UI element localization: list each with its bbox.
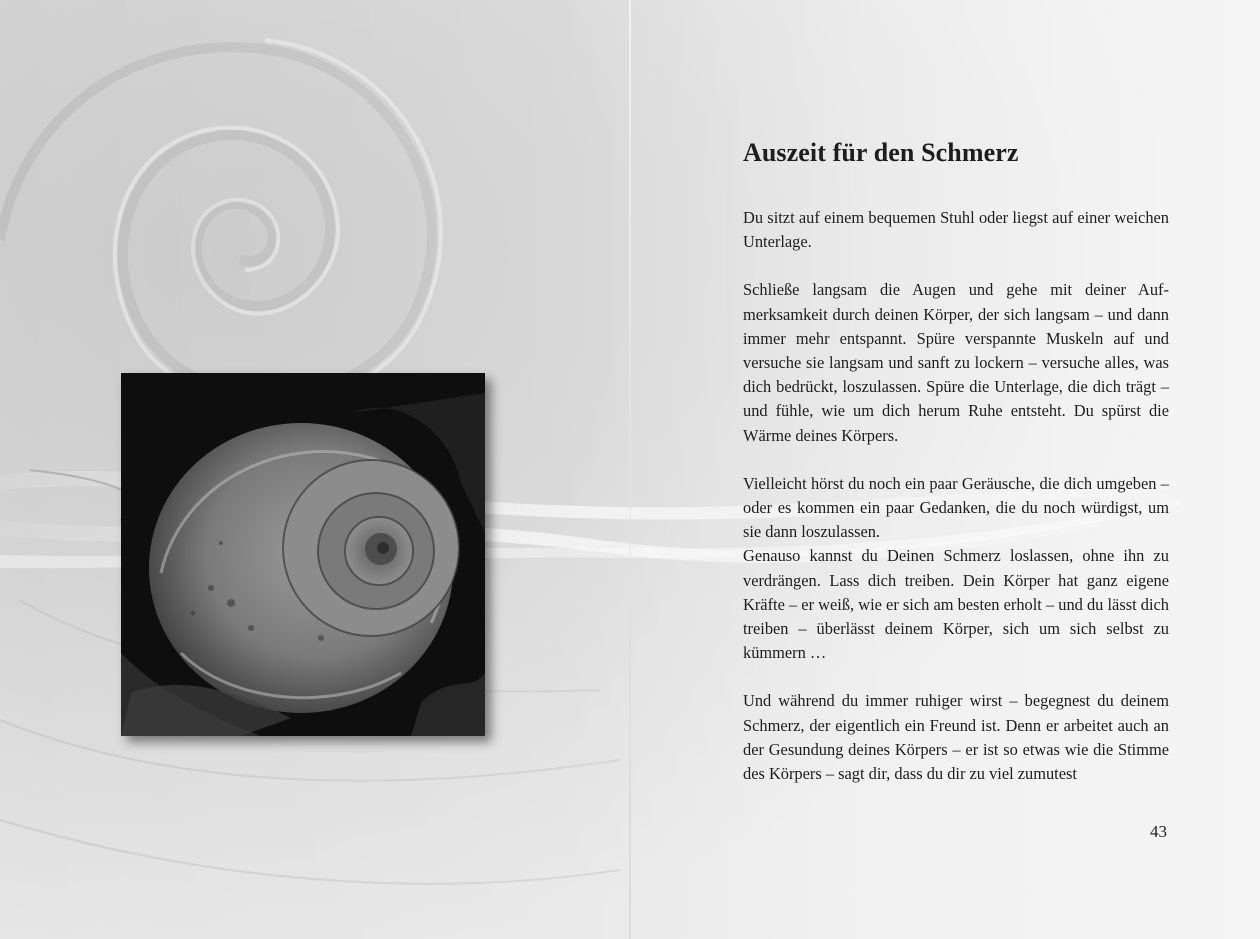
snail-shell-photo: [121, 373, 485, 736]
page-number: 43: [1150, 822, 1167, 841]
paragraph: Schließe langsam die Augen und gehe mit deiner Aufmerksamkeit durch deinen Körper, der sich langsam – und dann immer mehr entspannt. Spüre verspannte Muskeln auf und versuche sie langsam und sanft zu lockern – versuche alles, was dich bedrückt, loszulassen. Spüre die Unterlage, die dich trägt – und fühle, wie um dich herum Ruhe entsteht. Du spürst die Wärme deines Körpers.: [743, 280, 1169, 445]
paragraph: Genauso kannst du Deinen Schmerz loslassen, ohne ihn zu verdrängen. Lass dich treiben. Dein Körper hat ganz eigene Kräfte – er weiß, wie er sich am besten erholt – und du lässt dich treiben – überlässt deinem Körper, sich um sich selbst zu kümmern …: [743, 546, 1169, 663]
paragraph: Du sitzt auf einem bequemen Stuhl oder liegst auf einer weichen Unterlage.: [743, 208, 1169, 252]
text-page: [743, 130, 1169, 786]
book-gutter: [629, 0, 631, 939]
paragraph: Vielleicht hörst du noch ein paar Geräusche, die dich umgeben – oder es kommen ein paar Gedanken, die du noch würdigst, um sie dann loszulassen.: [743, 473, 1169, 542]
body-text: [743, 206, 1169, 786]
chapter-title: Auszeit für den Schmerz: [743, 138, 1019, 167]
paragraph: Und während du immer ruhiger wirst – begegnest du deinem Schmerz, der eigentlich ein Freund ist. Denn er arbeitet auch an der Gesundung deines Körpers – er ist so etwas wie die Stimme des Körpers – sagt dir, dass du dir zu viel zumutest: [743, 691, 1169, 784]
